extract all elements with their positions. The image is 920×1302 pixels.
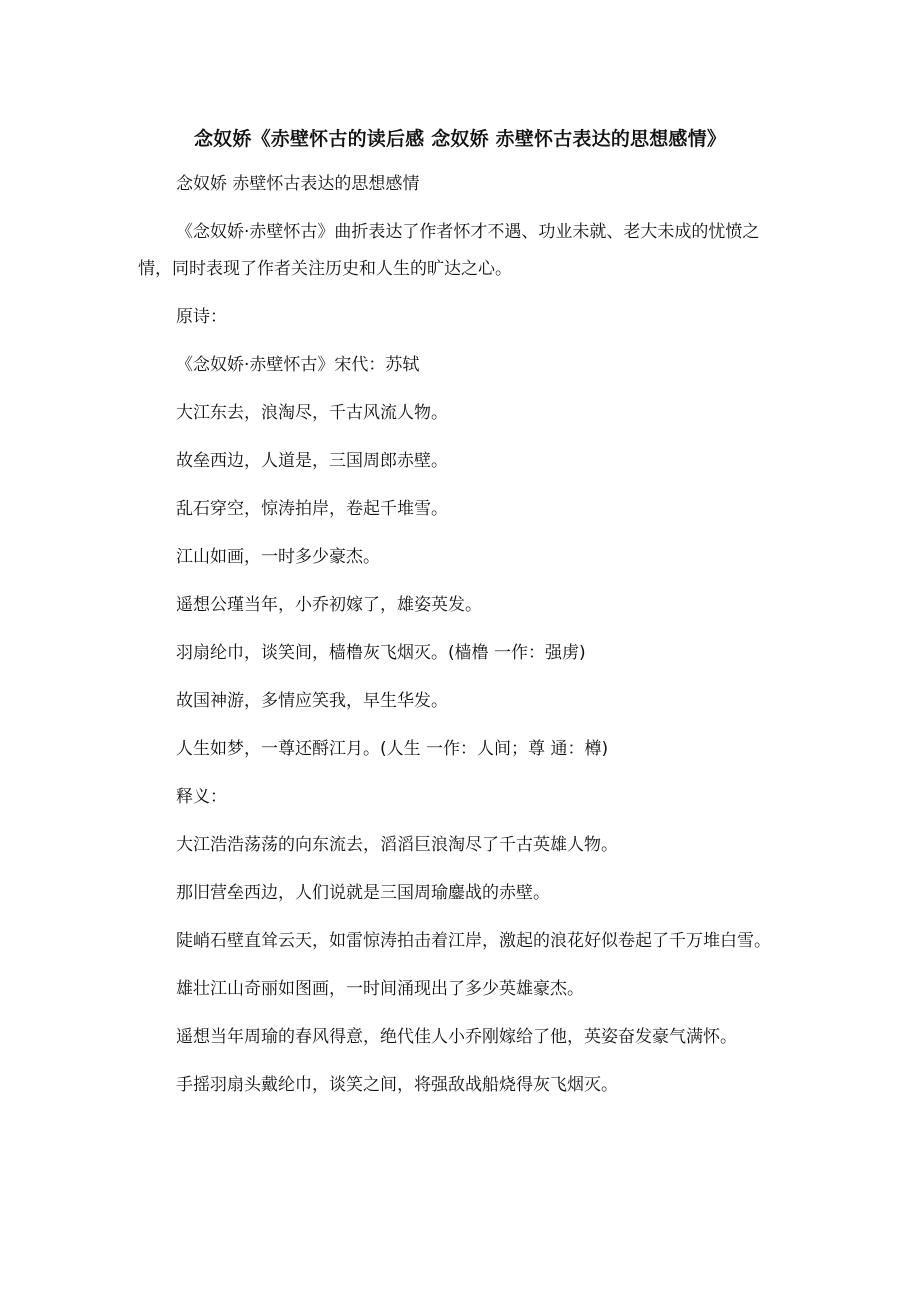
- translation-line: 手摇羽扇头戴纶巾，谈笑之间，将强敌战船烧得灰飞烟灭。: [176, 1075, 618, 1095]
- poem-line: 遥想公瑾当年，小乔初嫁了，雄姿英发。: [176, 595, 482, 615]
- paragraph-summary: 《念奴娇·赤壁怀古》曲折表达了作者怀才不遇、功业未就、老大未成的忧愤之情，同时表现了作者关注历史和人生的旷达之心。: [138, 222, 760, 279]
- translation-line: 大江浩浩荡荡的向东流去，滔滔巨浪淘尽了千古英雄人物。: [176, 835, 618, 855]
- translation-line: 遥想当年周瑜的春风得意，绝代佳人小乔刚嫁给了他，英姿奋发豪气满怀。: [176, 1027, 737, 1047]
- poem-line: 故垒西边，人道是，三国周郎赤壁。: [176, 451, 448, 471]
- document-body: [138, 172, 790, 1121]
- translation-line: 那旧营垒西边，人们说就是三国周瑜鏖战的赤壁。: [176, 883, 550, 903]
- poem-line: 故国神游，多情应笑我，早生华发。: [176, 691, 448, 711]
- paragraph-subtitle: 念奴娇 赤壁怀古表达的思想感情: [176, 174, 420, 194]
- poem-line: 羽扇纶巾，谈笑间，樯橹灰飞烟灭。(樯橹 一作：强虏): [176, 643, 586, 663]
- poem-line: 大江东去，浪淘尽，千古风流人物。: [176, 403, 448, 423]
- translation-line: 陡峭石壁直耸云天，如雷惊涛拍击着江岸，激起的浪花好似卷起了千万堆白雪。: [176, 931, 771, 951]
- poem-line: 人生如梦，一尊还酹江月。(人生 一作：人间；尊 通：樽): [176, 739, 609, 759]
- poem-line: 乱石穿空，惊涛拍岸，卷起千堆雪。: [176, 499, 448, 519]
- translation-line: 雄壮江山奇丽如图画，一时间涌现出了多少英雄豪杰。: [176, 979, 584, 999]
- paragraph-translation-label: 释义：: [176, 787, 227, 807]
- paragraph-poem-title: 《念奴娇·赤壁怀古》宋代：苏轼: [176, 355, 420, 375]
- document-title: 念奴娇《赤壁怀古的读后感 念奴娇 赤壁怀古表达的思想感情》: [193, 128, 727, 150]
- paragraph-original-label: 原诗：: [176, 307, 227, 327]
- poem-line: 江山如画，一时多少豪杰。: [176, 547, 380, 567]
